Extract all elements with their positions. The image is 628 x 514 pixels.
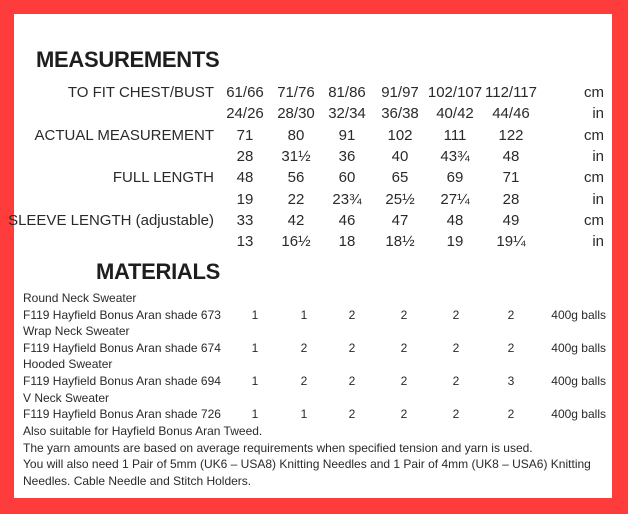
measurement-value: 19 (446, 233, 464, 251)
ball-count: 2 (400, 307, 408, 322)
measurement-value: 18½ (385, 233, 415, 251)
measurement-value: 33 (236, 211, 254, 229)
yarn-name: F119 Hayfield Bonus Aran shade 674 (23, 340, 221, 355)
note-line: Also suitable for Hayfield Bonus Aran Tweed. (23, 424, 263, 438)
ball-count: 1 (300, 307, 308, 322)
ball-count: 3 (507, 374, 515, 388)
measurement-value: 43¾ (440, 147, 470, 165)
measurements-heading: MEASUREMENTS (36, 47, 220, 72)
measurement-value: 28/30 (277, 105, 315, 123)
measurement-value: 36 (338, 147, 356, 165)
ball-count: 1 (251, 407, 259, 422)
measurement-value: 47 (391, 211, 409, 229)
measurement-value: 40 (391, 147, 409, 165)
measurement-value: 61/66 (226, 84, 264, 101)
measurement-value: 13 (236, 233, 254, 251)
measurement-value: 111 (443, 126, 467, 144)
measurement-value: 65 (391, 169, 409, 187)
measurement-value: 49 (502, 211, 520, 229)
sweater-style: Hooded Sweater (23, 357, 113, 372)
ball-count: 2 (348, 307, 356, 322)
measurement-unit: cm (584, 84, 604, 101)
measurement-value: 48 (236, 169, 254, 187)
ball-count: 2 (452, 407, 460, 422)
ball-count: 2 (400, 407, 408, 422)
ball-unit: 400g balls (551, 340, 606, 355)
measurement-label: SLEEVE LENGTH (adjustable) (8, 211, 214, 229)
ball-count: 1 (251, 307, 259, 322)
sweater-style: Round Neck Sweater (23, 291, 137, 305)
ball-count: 2 (507, 340, 515, 355)
measurement-unit: in (592, 147, 604, 165)
measurement-value: 36/38 (381, 105, 419, 123)
ball-count: 2 (300, 374, 308, 388)
measurement-value: 102 (387, 126, 413, 144)
sweater-style: Wrap Neck Sweater (23, 324, 130, 339)
measurement-value: 40/42 (436, 105, 474, 123)
measurement-value: 42 (287, 211, 305, 229)
measurement-unit: in (592, 233, 604, 251)
measurement-value: 46 (338, 211, 356, 229)
measurement-value: 48 (446, 211, 464, 229)
measurement-unit: cm (584, 169, 604, 187)
materials-heading: MATERIALS (96, 259, 220, 284)
measurement-value: 91 (338, 126, 356, 144)
pattern-info-panel (8, 14, 612, 498)
measurement-value: 102/107 (427, 84, 483, 101)
measurement-value: 28 (236, 147, 254, 165)
ball-unit: 400g balls (551, 374, 606, 388)
measurement-value: 28 (502, 190, 520, 208)
ball-count: 2 (452, 307, 460, 322)
ball-count: 1 (251, 340, 259, 355)
measurement-value: 19 (236, 190, 254, 208)
measurement-value: 19¼ (496, 233, 526, 251)
measurement-value: 18 (338, 233, 356, 251)
yarn-name: F119 Hayfield Bonus Aran shade 673 (23, 307, 221, 322)
measurement-value: 122 (498, 126, 524, 144)
ball-count: 1 (251, 374, 259, 388)
sweater-style: V Neck Sweater (23, 390, 110, 405)
note-line: The yarn amounts are based on average requirements when specified tension and yarn is used. (23, 440, 533, 455)
yarn-name: F119 Hayfield Bonus Aran shade 694 (23, 374, 221, 388)
ball-count: 2 (400, 340, 408, 355)
ball-count: 2 (348, 340, 356, 355)
measurement-value: 60 (338, 169, 356, 187)
ball-count: 2 (348, 374, 356, 388)
measurement-value: 23¾ (332, 190, 362, 208)
measurement-value: 91/97 (381, 84, 419, 101)
measurement-value: 112/117 (485, 84, 537, 101)
measurement-value: 24/26 (226, 105, 264, 123)
measurement-value: 71 (502, 169, 520, 187)
note-line: Needles. Cable Needle and Stitch Holders. (23, 473, 252, 488)
measurement-unit: in (592, 105, 604, 123)
measurement-value: 80 (287, 126, 305, 144)
measurement-value: 25½ (385, 190, 415, 208)
yarn-name: F119 Hayfield Bonus Aran shade 726 (23, 407, 221, 422)
measurement-value: 27¼ (440, 190, 470, 208)
ball-count: 2 (400, 374, 408, 388)
measurement-value: 22 (287, 190, 305, 208)
measurement-value: 71 (236, 126, 254, 144)
measurement-value: 81/86 (328, 84, 366, 101)
ball-unit: 400g balls (551, 407, 606, 422)
measurement-label: TO FIT CHEST/BUST (67, 84, 214, 101)
measurement-value: 32/34 (328, 105, 366, 123)
ball-count: 2 (507, 407, 515, 422)
measurement-label: FULL LENGTH (112, 169, 214, 187)
note-line: You will also need 1 Pair of 5mm (UK6 – USA8) Knitting Needles and 1 Pair of 4mm (UK8 – USA6) Knitting (23, 457, 591, 472)
measurement-value: 31½ (281, 147, 311, 165)
measurement-label: ACTUAL MEASUREMENT (34, 126, 214, 144)
ball-unit: 400g balls (551, 307, 606, 322)
ball-count: 2 (507, 307, 515, 322)
measurement-value: 48 (502, 147, 520, 165)
measurement-value: 56 (287, 169, 305, 187)
ball-count: 2 (300, 340, 308, 355)
measurement-unit: in (592, 190, 604, 208)
measurement-value: 71/76 (277, 84, 315, 101)
ball-count: 2 (452, 374, 460, 388)
ball-count: 2 (452, 340, 460, 355)
measurement-unit: cm (584, 211, 604, 229)
measurement-value: 69 (446, 169, 464, 187)
measurement-value: 16½ (281, 233, 311, 251)
ball-count: 1 (300, 407, 308, 422)
measurement-value: 44/46 (492, 105, 530, 123)
measurement-unit: cm (584, 126, 604, 144)
ball-count: 2 (348, 407, 356, 422)
